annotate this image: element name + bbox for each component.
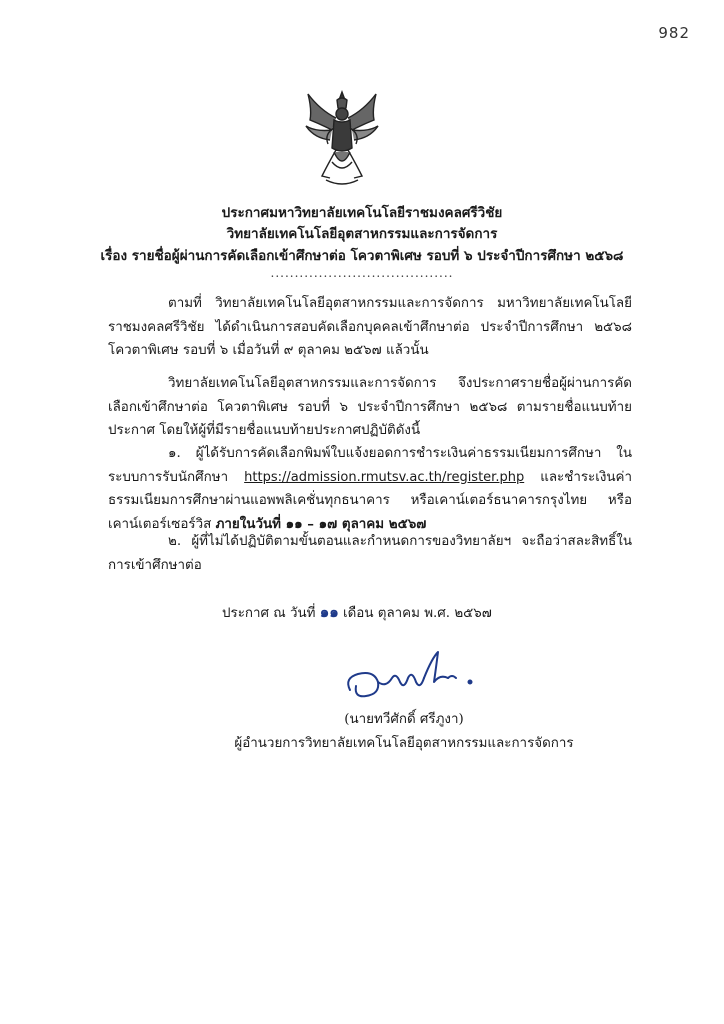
instruction-item-1 (108, 442, 632, 536)
payment-deadline: ภายในวันที่ ๑๑ – ๑๗ ตุลาคม ๒๕๖๗ (215, 515, 427, 532)
paragraph-1-text: ตามที่ วิทยาลัยเทคโนโลยีอุตสาหกรรมและการจัดการ มหาวิทยาลัยเทคโนโลยีราชมงคลศรีวิชัย ได้ดำเนินการสอบคัดเลือกบุคคลเข้าศึกษาต่อ ประจำปีการศึกษา ๒๕๖๘ โควตาพิเศษ รอบที่ ๖ เมื่อวันที่ ๙ ตุลาคม ๒๕๖๗ แล้วนั้น (108, 296, 632, 358)
announce-month-year: เดือน ตุลาคม พ.ศ. ๒๕๖๗ (343, 606, 492, 621)
item-1-intro: ๑. ผู้ได้รับการคัดเลือกพิมพ์ใบแจ้งยอดการชำระเงินค่าธรรมเนียมการศึกษา ในระบบการรับนักศึกษา (108, 446, 632, 485)
page-number: 982 (658, 24, 690, 42)
garuda-emblem-icon (302, 90, 382, 190)
instruction-item-1-content (108, 442, 632, 536)
item-1-payment: และชำระเงินค่าธรรมเนียมการศึกษาผ่านแอพพลิเคชั่นทุกธนาคาร หรือเคาน์เตอร์ธนาคารกรุงไทย หรือเคาน์เตอร์เซอร์วิส (108, 469, 632, 532)
paragraph-2-text: วิทยาลัยเทคโนโลยีอุตสาหกรรมและการจัดการ จึงประกาศรายชื่อผู้ผ่านการคัดเลือกเข้าศึกษาต่อ โควตาพิเศษ รอบที่ ๖ ประจำปีการศึกษา ๒๕๖๘ ตามรายชื่อแนบท้ายประกาศ โดยให้ผู้ที่มีรายชื่อแนบท้ายประกาศปฏิบัติดังนี้ (108, 376, 632, 438)
instruction-item-2-text: ๒. ผู้ที่ไม่ได้ปฏิบัติตามขั้นตอนและกำหนดการของวิทยาลัยฯ จะถือว่าสละสิทธิ์ในการเข้าศึกษาต่อ (108, 534, 632, 573)
signer-position: ผู้อำนวยการวิทยาลัยเทคโนโลยีอุตสาหกรรมและการจัดการ (234, 736, 574, 751)
paragraph-2 (108, 372, 632, 443)
registration-link[interactable]: https://admission.rmutsv.ac.th/register.php (244, 469, 525, 485)
announce-day: ๑๑ (319, 603, 339, 621)
announcement-date (222, 600, 492, 624)
header-divider: ...................................... (270, 266, 454, 280)
paragraph-1 (108, 292, 632, 363)
header-line-1: ประกาศมหาวิทยาลัยเทคโนโลยีราชมงคลศรีวิชัย (221, 205, 503, 221)
header-line-2: วิทยาลัยเทคโนโลยีอุตสาหกรรมและการจัดการ (226, 226, 498, 242)
instruction-item-2 (108, 530, 632, 577)
handwritten-signature (340, 648, 500, 708)
signer-name: (นายทวีศักดิ์ ศรีภูงา) (344, 712, 464, 727)
announce-prefix: ประกาศ ณ วันที่ (222, 606, 316, 621)
header-subject: เรื่อง รายชื่อผู้ผ่านการคัดเลือกเข้าศึกษาต่อ โควตาพิเศษ รอบที่ ๖ ประจำปีการศึกษา ๒๕๖๘ (100, 248, 624, 264)
